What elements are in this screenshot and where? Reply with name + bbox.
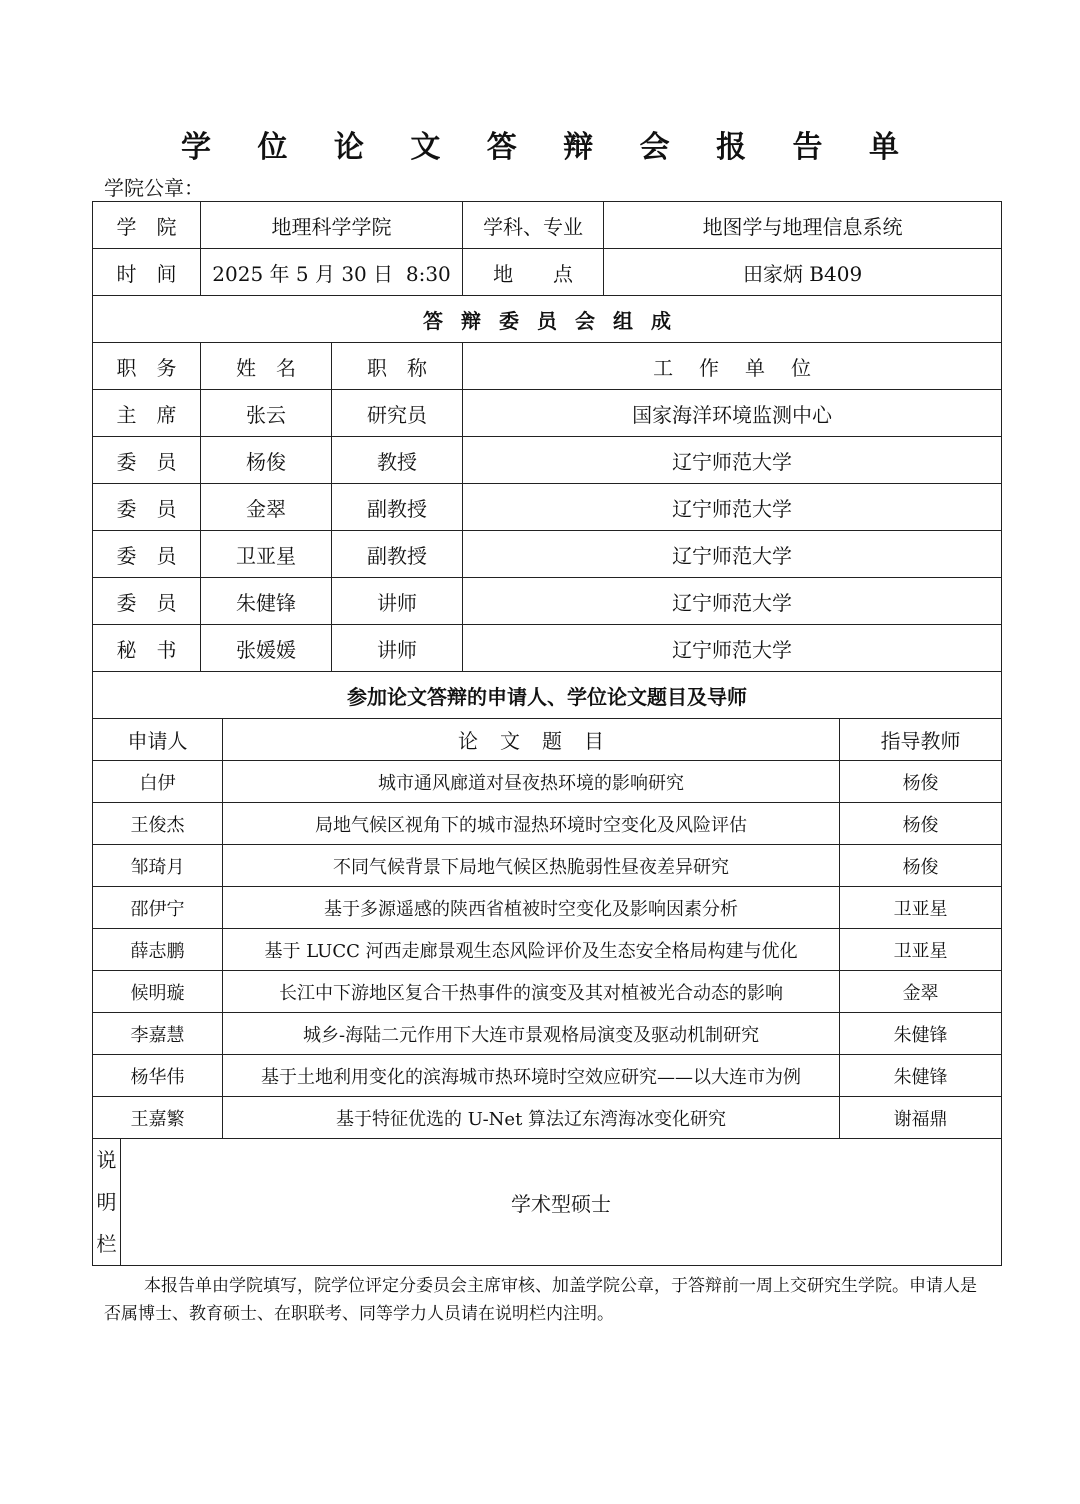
- member-role: 委 员: [93, 437, 201, 484]
- member-unit: 国家海洋环境监测中心: [463, 390, 1002, 437]
- thesis-topic: 基于特征优选的 U-Net 算法辽东湾海冰变化研究: [223, 1097, 840, 1139]
- thesis-topic: 基于 LUCC 河西走廊景观生态风险评价及生态安全格局构建与优化: [223, 929, 840, 971]
- college-label: 学 院: [93, 202, 201, 249]
- committee-member-row: [93, 437, 1002, 484]
- info-row-college: [93, 202, 1002, 249]
- thesis-row: [93, 971, 1002, 1013]
- header-advisor: 指导教师: [840, 719, 1002, 761]
- committee-member-row: [93, 390, 1002, 437]
- time-value: 2025 年 5 月 30 日 8:30: [201, 249, 463, 296]
- thesis-topic: 城乡-海陆二元作用下大连市景观格局演变及驱动机制研究: [223, 1013, 840, 1055]
- thesis-topic: 基于多源遥感的陕西省植被时空变化及影响因素分析: [223, 887, 840, 929]
- thesis-topic: 不同气候背景下局地气候区热脆弱性昼夜差异研究: [223, 845, 840, 887]
- thesis-applicant: 李嘉慧: [93, 1013, 223, 1055]
- member-role: 委 员: [93, 578, 201, 625]
- member-name: 卫亚星: [201, 531, 332, 578]
- thesis-row: [93, 761, 1002, 803]
- thesis-advisor: 杨俊: [840, 845, 1002, 887]
- info-row-time: [93, 249, 1002, 296]
- member-title: 讲师: [332, 578, 463, 625]
- footnote: 本报告单由学院填写，院学位评定分委员会主席审核、加盖学院公章，于答辩前一周上交研究生学院。申请人是否属博士、教育硕士、在职联考、同等学力人员请在说明栏内注明。: [104, 1276, 977, 1324]
- committee-member-row: [93, 625, 1002, 672]
- member-role: 秘 书: [93, 625, 201, 672]
- notes-label: [93, 1139, 121, 1266]
- member-role: 委 员: [93, 531, 201, 578]
- thesis-applicant: 王俊杰: [93, 803, 223, 845]
- member-unit: 辽宁师范大学: [463, 484, 1002, 531]
- member-unit: 辽宁师范大学: [463, 437, 1002, 484]
- member-name: 朱健锋: [201, 578, 332, 625]
- header-unit: 工作单位: [463, 343, 1002, 390]
- thesis-applicant: 王嘉繁: [93, 1097, 223, 1139]
- thesis-applicant: 邹琦月: [93, 845, 223, 887]
- time-label: 时 间: [93, 249, 201, 296]
- theses-header-row: [93, 719, 1002, 761]
- notes-label-char: 栏: [96, 1232, 117, 1256]
- major-label: 学科、专业: [463, 202, 604, 249]
- thesis-topic: 城市通风廊道对昼夜热环境的影响研究: [223, 761, 840, 803]
- thesis-advisor: 杨俊: [840, 761, 1002, 803]
- defense-report-form: [92, 201, 1002, 1266]
- theses-heading-row: [93, 672, 1002, 719]
- notes-row: [93, 1139, 1002, 1266]
- header-topic: 论文题目: [223, 719, 840, 761]
- committee-heading: 答辩委员会组成: [93, 296, 1002, 343]
- committee-heading-row: [93, 296, 1002, 343]
- committee-member-row: [93, 531, 1002, 578]
- member-name: 金翠: [201, 484, 332, 531]
- thesis-row: [93, 803, 1002, 845]
- header-role: 职 务: [93, 343, 201, 390]
- thesis-advisor: 卫亚星: [840, 929, 1002, 971]
- header-name: 姓 名: [201, 343, 332, 390]
- notes-label-char: 说: [96, 1148, 117, 1172]
- thesis-topic: 局地气候区视角下的城市湿热环境时空变化及风险评估: [223, 803, 840, 845]
- thesis-applicant: 薛志鹏: [93, 929, 223, 971]
- member-title: 讲师: [332, 625, 463, 672]
- member-name: 张媛媛: [201, 625, 332, 672]
- member-role: 主 席: [93, 390, 201, 437]
- thesis-applicant: 杨华伟: [93, 1055, 223, 1097]
- thesis-row: [93, 1097, 1002, 1139]
- place-label: 地 点: [463, 249, 604, 296]
- thesis-advisor: 卫亚星: [840, 887, 1002, 929]
- thesis-applicant: 邵伊宁: [93, 887, 223, 929]
- place-value: 田家炳 B409: [604, 249, 1002, 296]
- member-role: 委 员: [93, 484, 201, 531]
- thesis-advisor: 金翠: [840, 971, 1002, 1013]
- thesis-topic: 长江中下游地区复合干热事件的演变及其对植被光合动态的影响: [223, 971, 840, 1013]
- member-unit: 辽宁师范大学: [463, 531, 1002, 578]
- thesis-row: [93, 887, 1002, 929]
- college-value: 地理科学学院: [201, 202, 463, 249]
- college-seal-label: 学院公章：: [104, 176, 204, 200]
- thesis-advisor: 谢福鼎: [840, 1097, 1002, 1139]
- header-applicant: 申请人: [93, 719, 223, 761]
- member-title: 研究员: [332, 390, 463, 437]
- thesis-applicant: 白伊: [93, 761, 223, 803]
- thesis-row: [93, 1055, 1002, 1097]
- notes-value: 学术型硕士: [121, 1139, 1002, 1266]
- thesis-advisor: 朱健锋: [840, 1055, 1002, 1097]
- member-name: 张云: [201, 390, 332, 437]
- thesis-applicant: 候明璇: [93, 971, 223, 1013]
- member-name: 杨俊: [201, 437, 332, 484]
- thesis-advisor: 朱健锋: [840, 1013, 1002, 1055]
- theses-heading: 参加论文答辩的申请人、学位论文题目及导师: [93, 672, 1002, 719]
- header-title: 职 称: [332, 343, 463, 390]
- thesis-advisor: 杨俊: [840, 803, 1002, 845]
- thesis-topic: 基于土地利用变化的滨海城市热环境时空效应研究——以大连市为例: [223, 1055, 840, 1097]
- thesis-row: [93, 845, 1002, 887]
- thesis-row: [93, 1013, 1002, 1055]
- member-title: 教授: [332, 437, 463, 484]
- page-title: 学 位 论 文 答 辩 会 报 告 单: [181, 130, 917, 165]
- member-unit: 辽宁师范大学: [463, 625, 1002, 672]
- member-title: 副教授: [332, 531, 463, 578]
- thesis-row: [93, 929, 1002, 971]
- major-value: 地图学与地理信息系统: [604, 202, 1002, 249]
- member-unit: 辽宁师范大学: [463, 578, 1002, 625]
- committee-header-row: [93, 343, 1002, 390]
- member-title: 副教授: [332, 484, 463, 531]
- notes-label-char: 明: [96, 1190, 117, 1214]
- committee-member-row: [93, 578, 1002, 625]
- committee-member-row: [93, 484, 1002, 531]
